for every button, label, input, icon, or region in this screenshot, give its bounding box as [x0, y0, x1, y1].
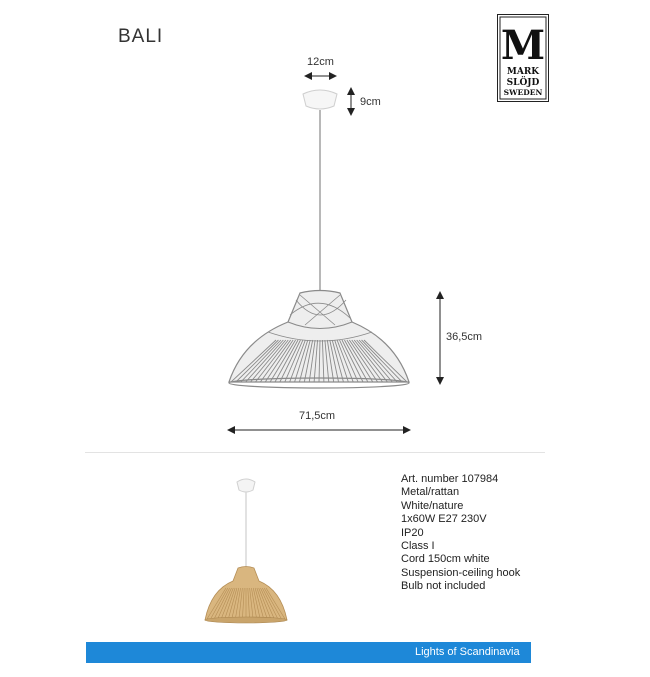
footer-banner: [86, 642, 531, 663]
shade-height-label: 36,5cm: [446, 331, 483, 343]
divider: [85, 452, 545, 453]
spec-item: Suspension-ceiling hook: [401, 566, 521, 579]
spec-item: Art. number 107984: [401, 473, 499, 485]
banner-text: Lights of Scandinavia: [415, 646, 520, 658]
spec-item: IP20: [401, 526, 424, 539]
product-photo: [205, 479, 287, 623]
shade-sketch: [229, 291, 409, 389]
shade-width-label: 71,5cm: [299, 410, 336, 422]
spec-item: Bulb not included: [401, 580, 486, 593]
cup-width-label: 12cm: [307, 56, 334, 68]
spec-item: White/nature: [401, 499, 464, 512]
svg-text:MARK: MARK: [506, 67, 540, 77]
spec-item: Class I: [401, 540, 435, 553]
cup-height-label: 9cm: [360, 96, 381, 108]
spec-item: Metal/rattan: [401, 486, 460, 499]
svg-text:SWEDEN: SWEDEN: [503, 88, 543, 97]
spec-list: [401, 473, 520, 594]
product-title: BALI: [118, 26, 164, 47]
svg-text:M: M: [500, 22, 546, 69]
ceiling-cup: [303, 90, 337, 109]
spec-item: 1x60W E27 230V: [401, 513, 487, 526]
spec-item: Cord 150cm white: [401, 553, 490, 566]
svg-text:SLÖJD: SLÖJD: [506, 78, 540, 88]
